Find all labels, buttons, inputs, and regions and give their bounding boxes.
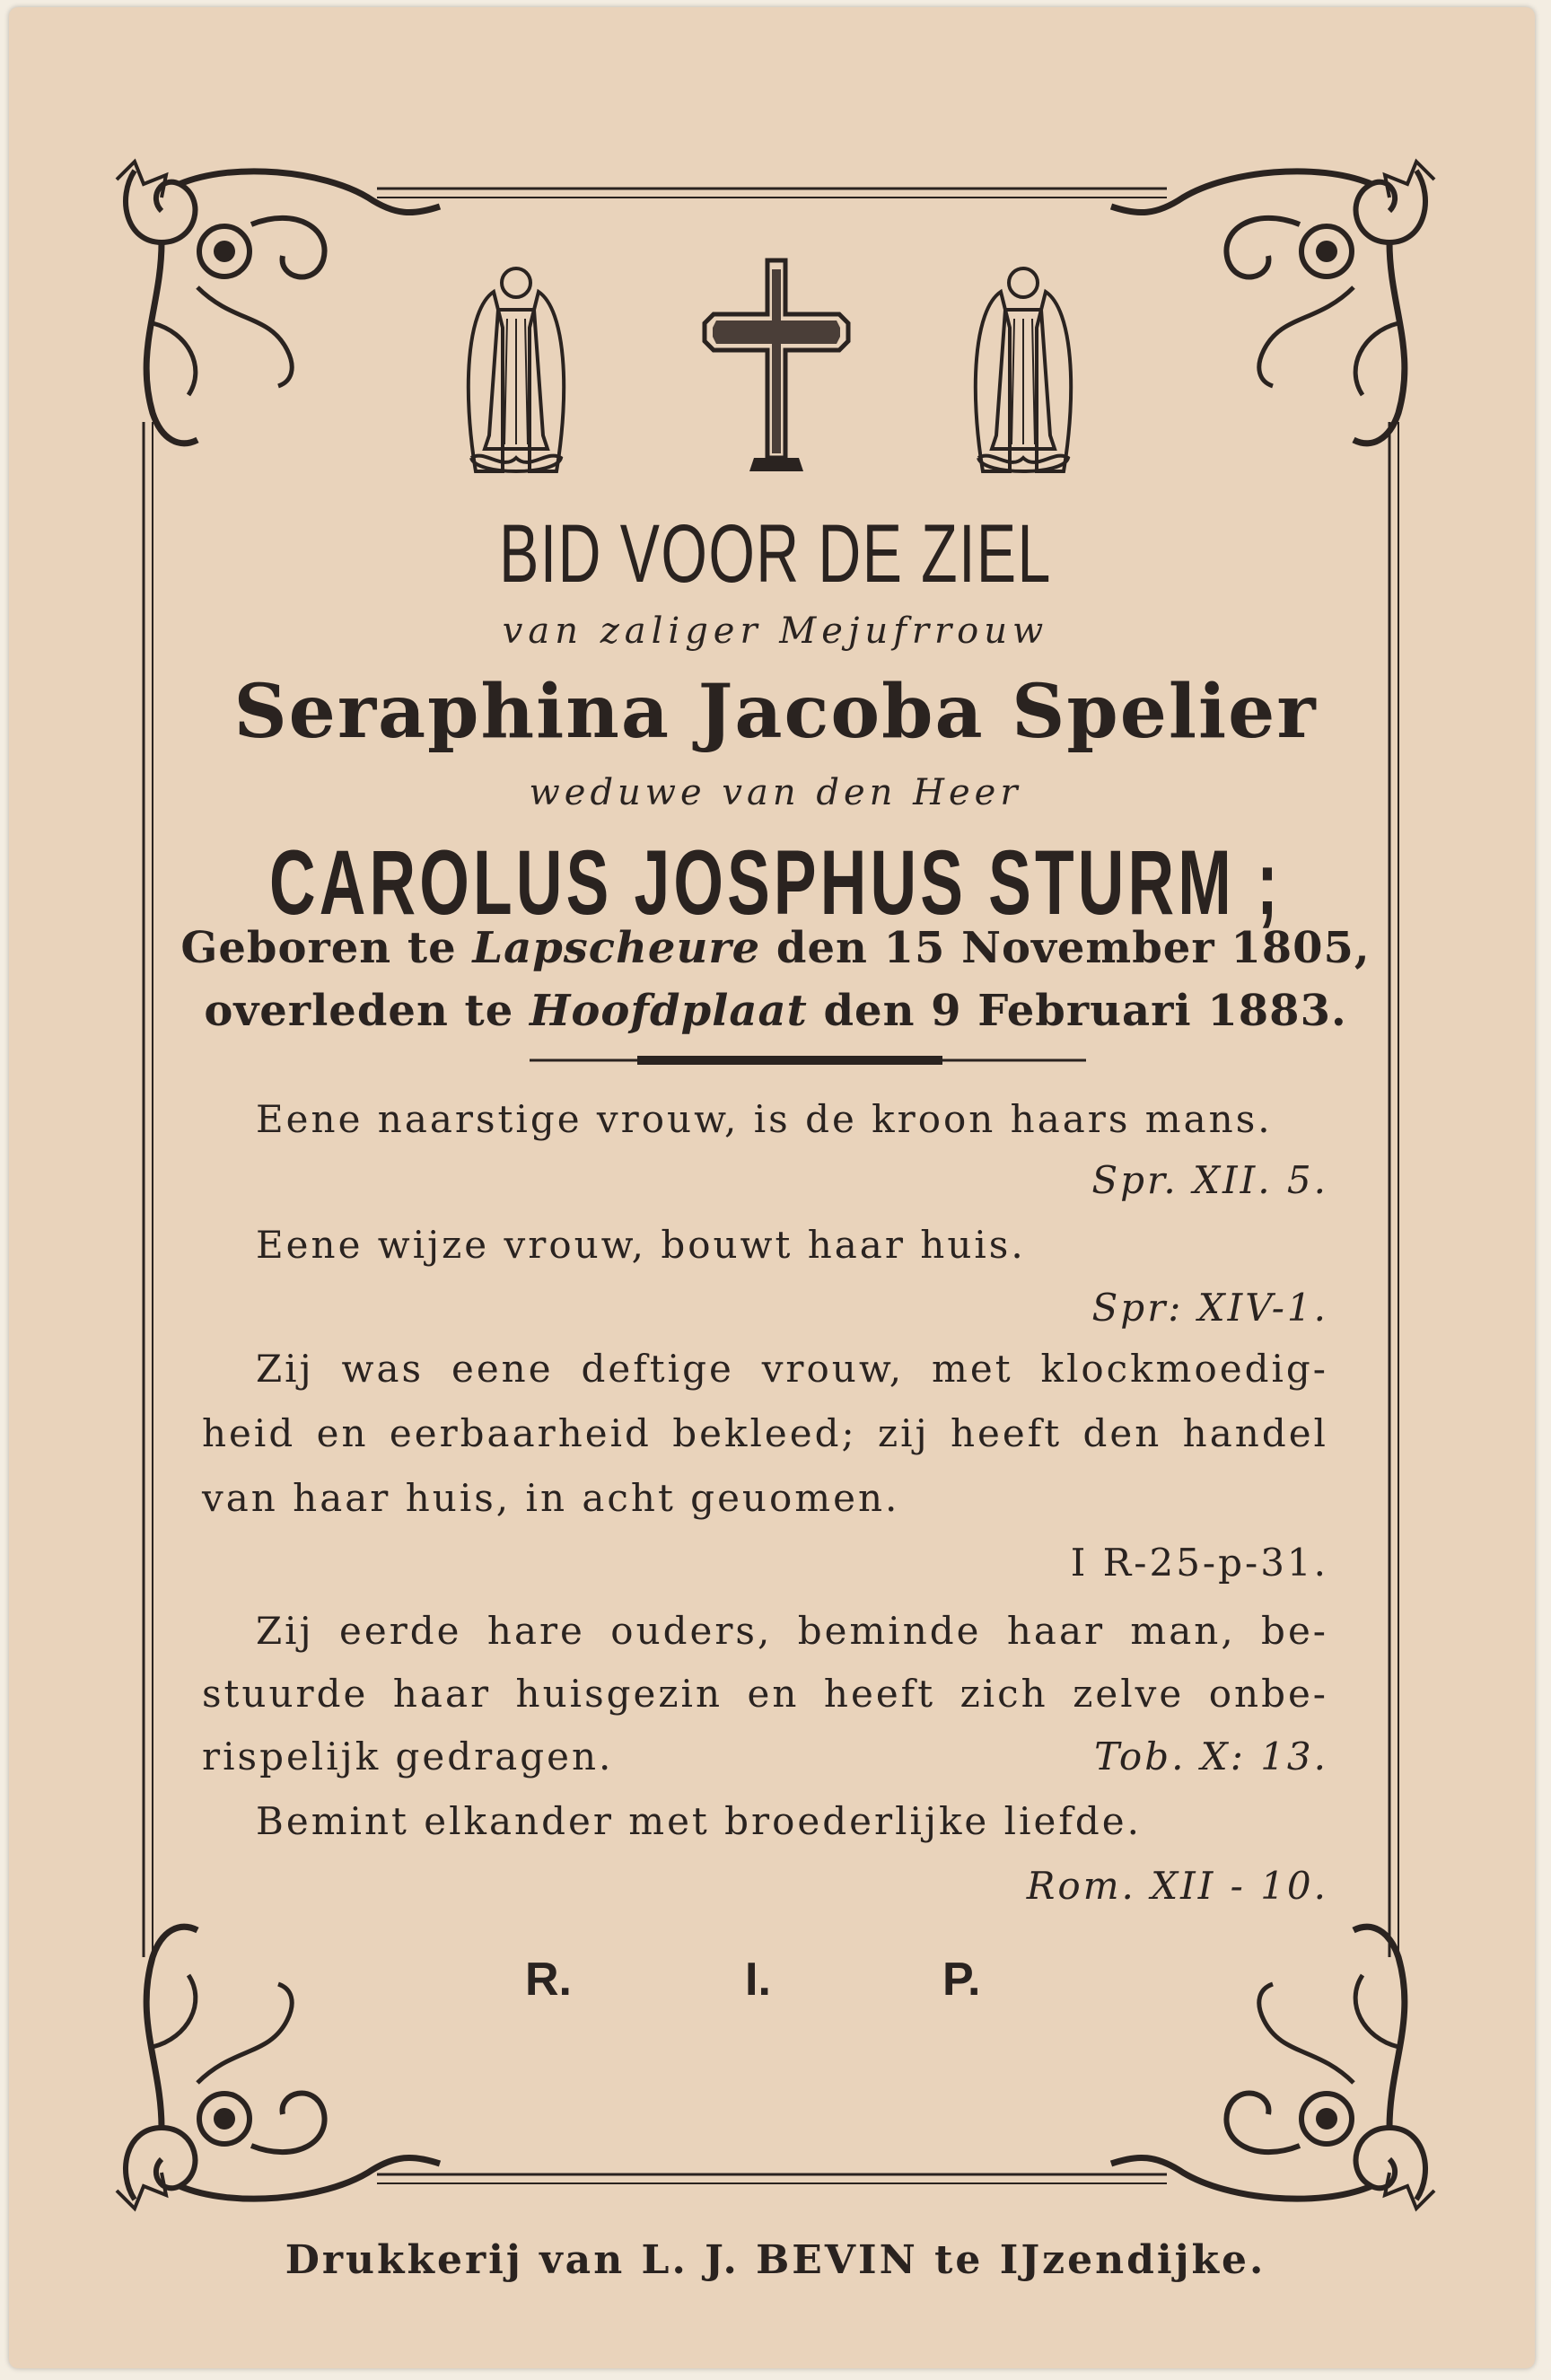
verse-line: Zij was eene deftige vrouw, met klockmoedig-: [256, 1347, 1328, 1391]
verse-line: Bemint elkander met broederlijke liefde.: [256, 1799, 1142, 1843]
angel-left-icon: [469, 268, 564, 471]
ornament-corner-icon: [1111, 1927, 1434, 2209]
ornament-corner-icon: [117, 162, 440, 444]
birth-prefix: Geboren te: [180, 923, 457, 973]
verse-line: Eene naarstige vrouw, is de kroon haars mans.: [256, 1097, 1273, 1141]
deceased-name: Seraphina Jacoba Spelier: [233, 669, 1318, 755]
angel-right-icon: [976, 268, 1071, 471]
rip-i: I.: [745, 1954, 771, 2006]
birth-place: Lapscheure: [472, 923, 761, 973]
verse-reference: Rom. XII - 10.: [1026, 1864, 1328, 1908]
death-line: [0, 986, 1551, 1036]
verse-reference: Spr. XII. 5.: [1091, 1158, 1328, 1202]
death-place: Hoofdplaat: [529, 986, 808, 1036]
ornament-corner-icon: [117, 1927, 440, 2209]
birth-date: den 15 November 1805,: [776, 923, 1371, 973]
verse-line: heid en eerbaarheid bekleed; zij heeft den handel: [202, 1411, 1328, 1455]
ornament-corner-icon: [1111, 162, 1434, 444]
subtitle-line: van zaliger Mejufrrouw: [502, 610, 1049, 652]
rip-p: P.: [942, 1954, 981, 2006]
verse-line: rispelijk gedragen.: [202, 1735, 614, 1778]
death-prefix: overleden te: [204, 986, 514, 1036]
verse-reference: Tob. X: 13.: [1094, 1735, 1328, 1778]
verse-reference: I R-25-p-31.: [1070, 1541, 1328, 1585]
verse-line: van haar huis, in acht geuomen.: [202, 1476, 900, 1520]
verse-reference: Spr: XIV-1.: [1091, 1286, 1328, 1330]
rip-r: R.: [525, 1954, 572, 2006]
death-date: den 9 Februari 1883.: [823, 986, 1347, 1036]
verse-line: Zij eerde hare ouders, beminde haar man, be-: [256, 1609, 1328, 1653]
widow-line: weduwe van den Heer: [529, 772, 1022, 813]
printer-credit: Drukkerij van L. J. BEVIN te IJzendijke.: [285, 2237, 1266, 2283]
cross-icon: [705, 260, 848, 471]
birth-line: [0, 923, 1551, 973]
husband-name: CAROLUS JOSPHUS STURM ;: [268, 831, 1282, 934]
verse-line: stuurde haar huisgezin en heeft zich zelve onbe-: [202, 1672, 1328, 1716]
verse-line: Eene wijze vrouw, bouwt haar huis.: [256, 1223, 1026, 1267]
prayer-title: BID VOOR DE ZIEL: [499, 508, 1052, 600]
